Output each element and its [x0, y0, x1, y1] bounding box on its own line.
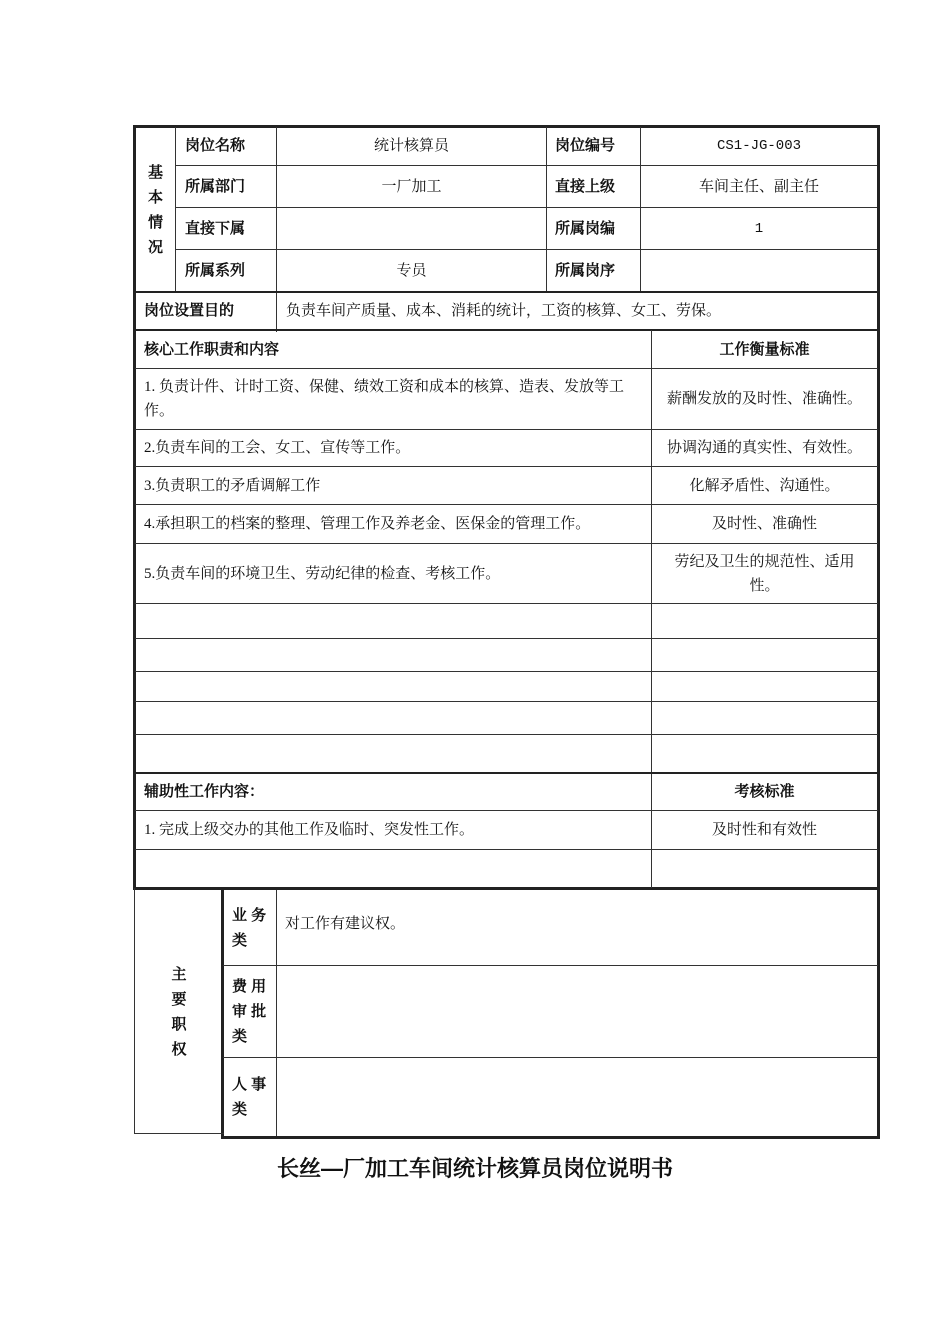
position-code-label: 岗位编号: [555, 137, 616, 154]
label-char: 主: [171, 965, 187, 983]
core-standard-header: 工作衡量标准: [719, 340, 810, 358]
aux-duty-1: 1. 完成上级交办的其他工作及临时、突发性工作。: [144, 822, 475, 838]
core-standard-3: 化解矛盾性、沟通性。: [689, 477, 840, 494]
rank-label: 所属岗序: [555, 261, 616, 279]
label-char: 本: [147, 189, 163, 206]
label-char: 基: [147, 164, 163, 181]
series-value: 专员: [396, 262, 427, 279]
label-char: 要: [171, 990, 187, 1008]
aux-duties-header: 辅助性工作内容：: [144, 782, 265, 800]
headcount-label: 所属岗编: [555, 219, 616, 237]
position-name-value: 统计核算员: [373, 138, 449, 154]
purpose-label: 岗位设置目的: [144, 302, 235, 319]
grid-line: [135, 701, 878, 702]
label-line: 类: [232, 1028, 248, 1045]
aux-standard-1: 及时性和有效性: [711, 822, 817, 838]
core-standard-5: 劳纪及卫生的规范性、适用性。: [674, 553, 855, 594]
label-line: 审 批: [232, 1003, 267, 1020]
position-code-value: CS1-JG-003: [716, 138, 801, 154]
label-char: 况: [147, 239, 163, 256]
authority-business-label: [224, 890, 276, 965]
label-char: 情: [147, 214, 163, 231]
grid-line: [135, 671, 878, 672]
authority-expense-content: [277, 966, 877, 1057]
label-line: 费 用: [232, 978, 267, 995]
label-line: 人 事: [232, 1075, 267, 1093]
department-label: 所属部门: [185, 177, 246, 195]
position-name-label: 岗位名称: [185, 137, 246, 154]
core-duty-2: 2.负责车间的工会、女工、宣传等工作。: [144, 440, 411, 456]
grid-line: [135, 603, 878, 604]
subordinate-value: [277, 208, 546, 249]
authority-left-border: [134, 888, 135, 1134]
authority-personnel-content: [277, 1058, 877, 1135]
label-line: 业 务: [232, 906, 267, 924]
core-duty-3: 3.负责职工的矛盾调解工作: [144, 477, 321, 494]
supervisor-value: 车间主任、副主任: [698, 178, 819, 195]
label-char: 权: [171, 1040, 187, 1058]
basic-section-label: [136, 128, 175, 292]
core-duty-5: 5.负责车间的环境卫生、劳动纪律的检查、考核工作。: [144, 565, 501, 582]
core-standard-1: 薪酬发放的及时性、准确性。: [666, 391, 862, 407]
authority-section-label: [136, 890, 222, 1133]
core-duty-4: 4.承担职工的档案的整理、管理工作及养老金、医保金的管理工作。: [144, 516, 591, 532]
core-duties-header: 核心工作职责和内容: [144, 340, 280, 358]
authority-bottom-border: [134, 1133, 224, 1134]
grid-line: [175, 127, 176, 293]
authority-business-content: 对工作有建议权。: [285, 916, 406, 932]
grid-line: [135, 638, 878, 639]
core-standard-2: 协调沟通的真实性、有效性。: [666, 440, 862, 456]
department-value: 一厂加工: [381, 178, 442, 195]
core-standard-4: 及时性、准确性: [711, 516, 817, 532]
authority-personnel-label: [224, 1058, 276, 1135]
document-title: 长丝—厂加工车间统计核算员岗位说明书: [276, 1156, 673, 1181]
grid-line: [135, 734, 878, 735]
label-char: 职: [171, 1015, 187, 1033]
supervisor-label: 直接上级: [555, 177, 616, 195]
rank-value: [641, 250, 877, 291]
label-line: 类: [232, 931, 248, 949]
aux-standard-header: 考核标准: [734, 782, 795, 800]
headcount-value: 1: [754, 220, 764, 237]
subordinate-label: 直接下属: [185, 219, 246, 237]
grid-line: [135, 849, 878, 850]
core-duty-1: 1. 负责计件、计时工资、保健、绩效工资和成本的核算、造表、发放等工作。: [144, 379, 625, 419]
purpose-text: 负责车间产质量、成本、消耗的统计，工资的核算、女工、劳保。: [286, 303, 722, 319]
series-label: 所属系列: [185, 261, 246, 279]
label-line: 类: [232, 1100, 248, 1118]
authority-expense-label: [224, 966, 276, 1057]
